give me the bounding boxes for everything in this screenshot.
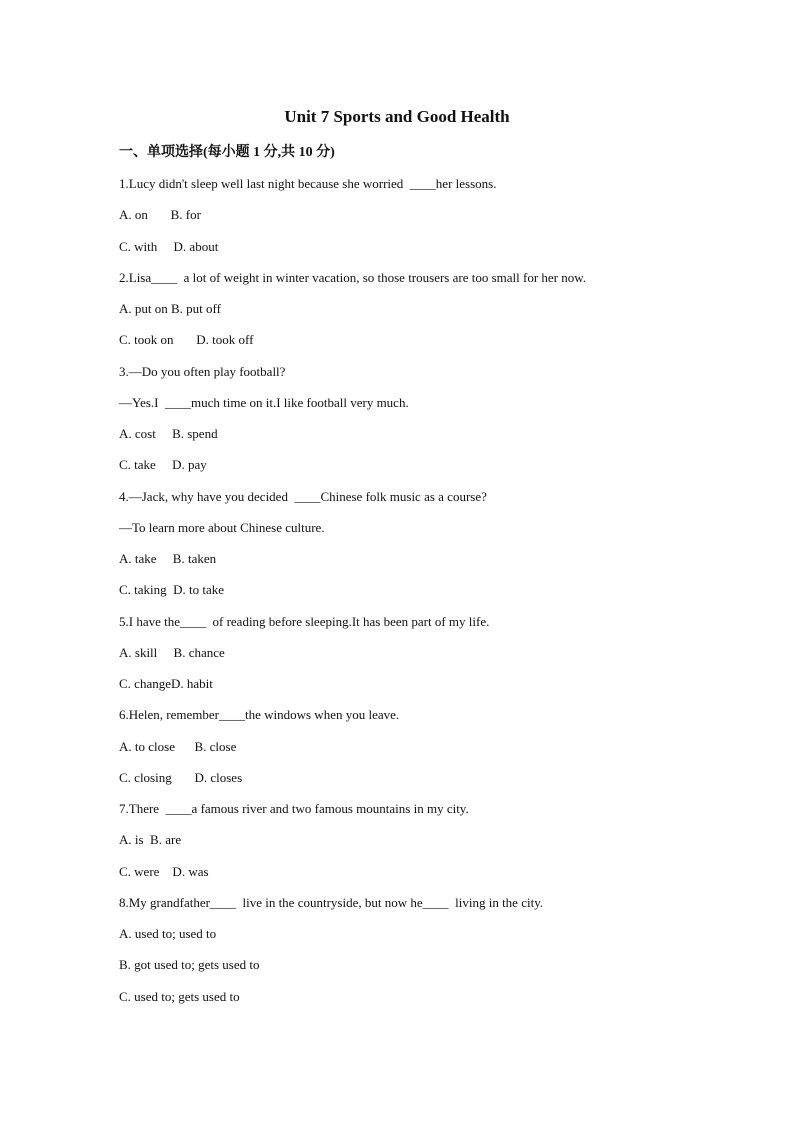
question-8-option-a: A. used to; used to bbox=[119, 926, 217, 941]
question-2-options-ab: A. put on B. put off bbox=[119, 301, 221, 316]
question-6-stem: 6.Helen, remember____the windows when you leave. bbox=[119, 707, 400, 723]
question-list bbox=[119, 174, 699, 1018]
question-7-options-ab: A. is B. are bbox=[119, 832, 182, 848]
question-1-stem: 1.Lucy didn't sleep well last night because she worried ____her lessons. bbox=[119, 176, 497, 191]
question-2-stem: 2.Lisa____ a lot of weight in winter vacation, so those trousers are too small for her now. bbox=[119, 269, 587, 285]
question-3-options-cd: C. take D. pay bbox=[119, 457, 207, 473]
question-2-options-cd: C. took on D. took off bbox=[119, 332, 254, 348]
question-5-options-cd: C. changeD. habit bbox=[119, 676, 213, 691]
question-8-option-b: B. got used to; gets used to bbox=[119, 957, 260, 973]
question-8-stem: 8.My grandfather____ live in the countryside, but now he____ living in the city. bbox=[119, 894, 544, 910]
page-title: Unit 7 Sports and Good Health bbox=[284, 107, 510, 126]
question-8-option-c: C. used to; gets used to bbox=[119, 988, 240, 1004]
question-1-options-ab: A. on B. for bbox=[119, 207, 201, 223]
question-4-options-ab: A. take B. taken bbox=[119, 551, 217, 566]
question-5-stem: 5.I have the____ of reading before sleeping.It has been part of my life. bbox=[119, 613, 490, 629]
question-4-reply: —To learn more about Chinese culture. bbox=[119, 519, 325, 535]
question-6-options-ab: A. to close B. close bbox=[119, 738, 237, 754]
question-3-reply: —Yes.I ____much time on it.I like football very much. bbox=[119, 394, 409, 410]
question-7-stem: 7.There ____a famous river and two famous mountains in my city. bbox=[119, 801, 469, 816]
question-6-options-cd: C. closing D. closes bbox=[119, 769, 243, 785]
question-1-options-cd: C. with D. about bbox=[119, 238, 219, 254]
question-3-stem: 3.—Do you often play football? bbox=[119, 363, 286, 379]
section-heading: 一、单项选择(每小题 1 分,共 10 分) bbox=[119, 145, 335, 160]
question-4-stem: 4.—Jack, why have you decided ____Chinese folk music as a course? bbox=[119, 488, 487, 504]
question-5-options-ab: A. skill B. chance bbox=[119, 644, 225, 660]
question-3-options-ab: A. cost B. spend bbox=[119, 426, 218, 441]
question-7-options-cd: C. were D. was bbox=[119, 863, 209, 879]
question-4-options-cd: C. taking D. to take bbox=[119, 582, 225, 598]
